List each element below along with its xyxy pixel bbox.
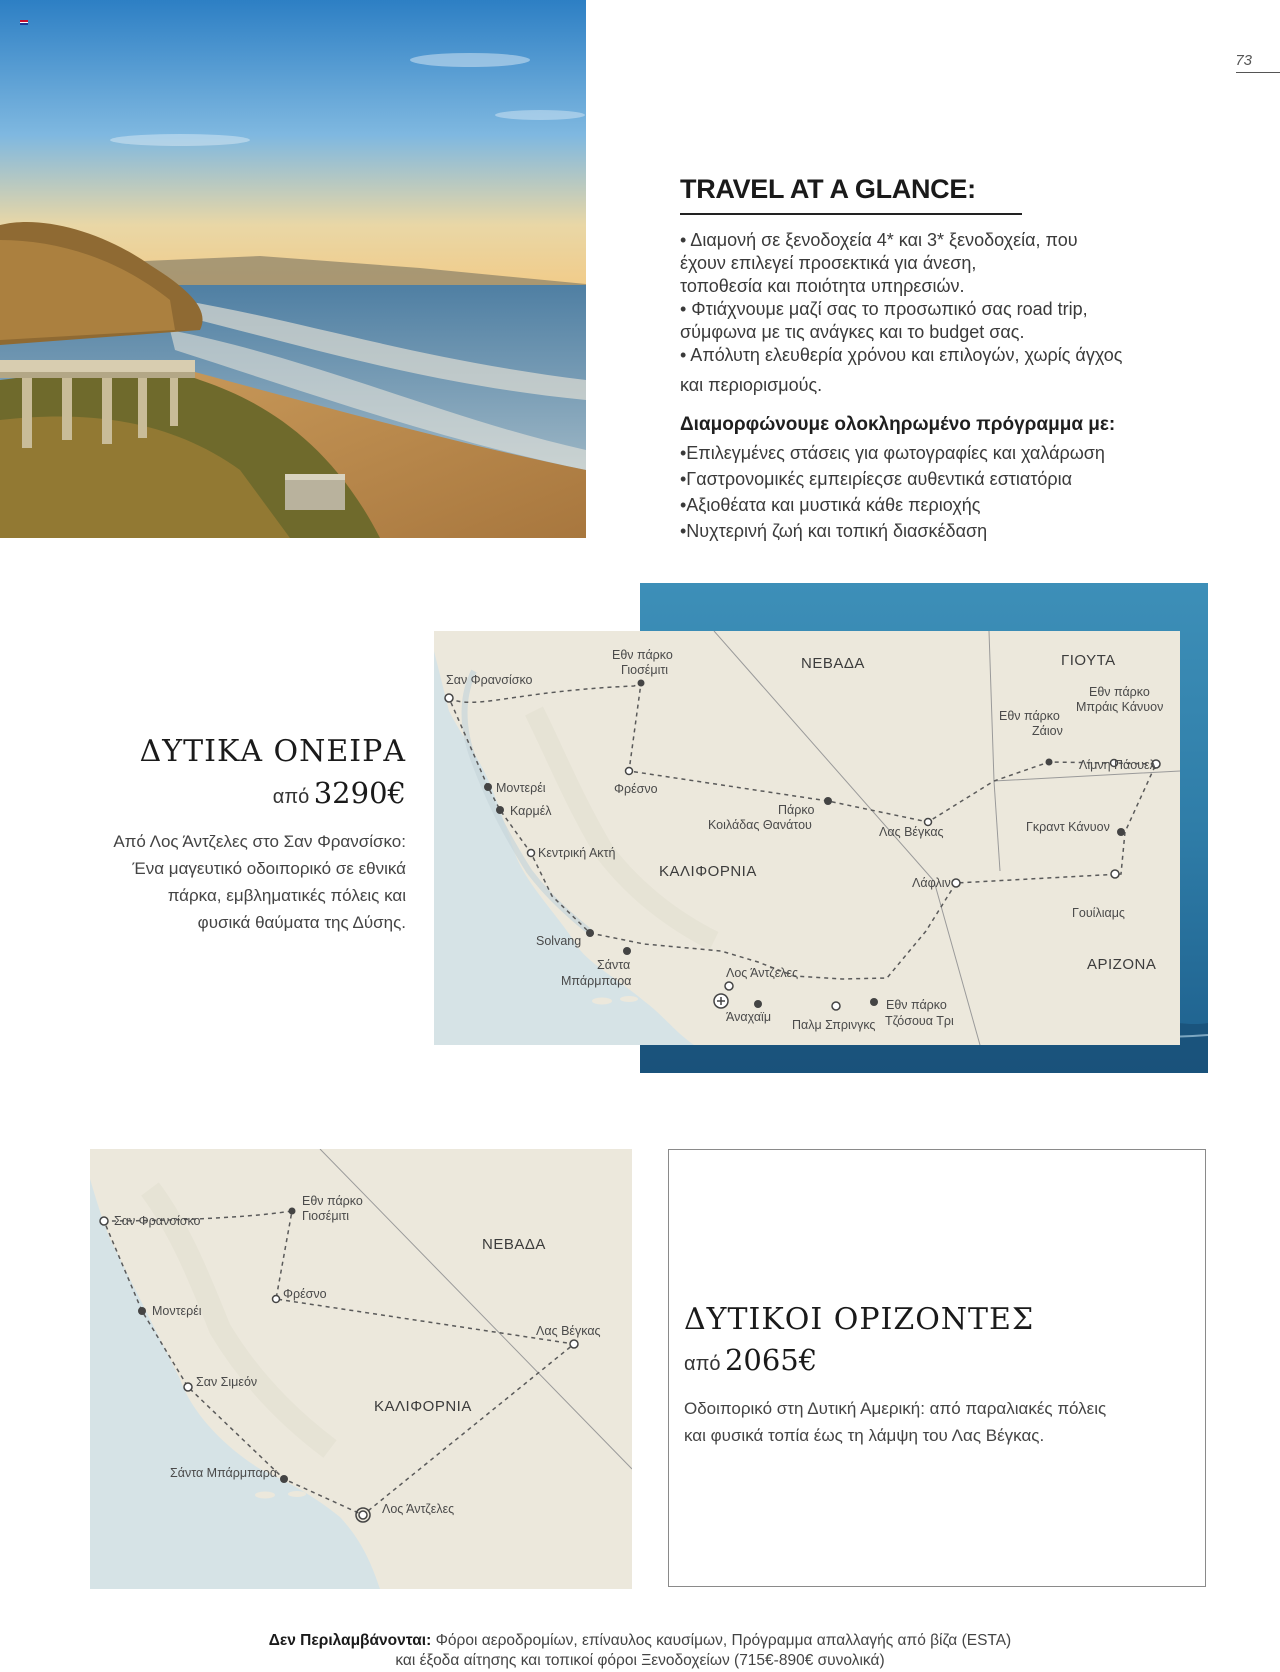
glance-title: TRAVEL AT A GLANCE: [680, 174, 976, 204]
program-item: •Γαστρονομικές εμπειρίεςσε αυθεντικά εστιατόρια [680, 469, 1073, 489]
glance-line: τοποθεσία και ποιότητα υπηρεσιών. [680, 276, 965, 296]
tour1-price-value: 3290€ [313, 776, 406, 810]
tour2-desc-line: και φυσικά τοπία έως τη λάμψη του Λας Βέγκας. [684, 1426, 1045, 1445]
glance-line: και περιορισμούς. [680, 375, 823, 395]
map1-place-label: Κεντρική Ακτή [538, 846, 616, 860]
tour1-desc-line: Από Λος Άντζελες στο Σαν Φρανσίσκο: [113, 832, 406, 851]
tour1-desc-line: φυσικά θαύματα της Δύσης. [197, 913, 406, 932]
glance-line: σύμφωνα με τις ανάγκες και το budget σας. [680, 322, 1025, 342]
tour1-title: ΔΥΤΙΚΑ ΟΝΕΙΡΑ [139, 734, 406, 769]
map1-state-label: ΚΑΛΙΦΟΡΝΙΑ [659, 863, 757, 880]
map2-place-label: Λας Βέγκας [536, 1324, 601, 1338]
map2-place-label: Φρέσνο [283, 1287, 327, 1301]
map1-state-label: ΓΙΟΥΤΑ [1061, 652, 1116, 669]
map1-place-label: Άναχαϊμ [726, 1010, 772, 1024]
exclusions-text: Φόροι αεροδρομίων, επίναυλος καυσίμων, Πρόγραμμα απαλλαγής από βίζα (ESTA) [435, 1632, 1012, 1649]
tour2-price-prefix: από [684, 1353, 721, 1375]
map2-state-label: ΚΑΛΙΦΟΡΝΙΑ [374, 1398, 472, 1415]
map1-place-label: Παλμ Σπρινγκς [792, 1018, 876, 1032]
map2-state-label: ΝΕΒΑΔΑ [482, 1236, 546, 1253]
map2-place-label: Σαν Φρανσίσκο [114, 1214, 201, 1228]
program-title: Διαμορφώνουμε ολοκληρωμένο πρόγραμμα με: [680, 414, 1116, 435]
page-number-rule [1236, 72, 1280, 73]
map1-place-label: Μπράις Κάνυον [1076, 700, 1164, 714]
map1-place-label: Μοντερέι [496, 781, 546, 795]
tour1-desc-line: Ένα μαγευτικό οδοιπορικό σε εθνικά [132, 859, 406, 878]
tour2-title: ΔΥΤΙΚΟΙ ΟΡΙΖΟΝΤΕΣ [684, 1302, 1035, 1337]
tour1-desc-line: πάρκα, εμβληματικές πόλεις και [167, 886, 406, 905]
map1-place-label: Τζόσουα Τρι [885, 1014, 954, 1028]
map1-place-label: Γκραντ Κάνυον [1026, 820, 1110, 834]
tour2-price-value: 2065€ [724, 1343, 818, 1377]
map1-state-label: ΑΡΙΖΟΝΑ [1087, 956, 1157, 973]
flag-icon [20, 20, 28, 25]
glance-line: • Απόλυτη ελευθερία χρόνου και επιλογών, χωρίς άγχος [680, 345, 1123, 365]
map1-place-label: Λίμνη Πάουελ [1079, 758, 1156, 772]
tour2-description [684, 1395, 1106, 1449]
map2-place-label: Γιοσέμιτι [302, 1209, 350, 1223]
glance-line: έχουν επιλεγεί προσεκτικά για άνεση, [680, 253, 977, 273]
map1-place-label: Πάρκο [778, 803, 815, 817]
map1-place-label: Μπάρμπαρα [561, 974, 632, 988]
map1-place-label: Λος Άντζελες [726, 966, 799, 980]
map1-place-label: Σάντα [597, 958, 631, 972]
map2-place-label: Λος Άντζελες [382, 1502, 455, 1516]
map2-place-label: Σαν Σιμεόν [196, 1375, 258, 1389]
exclusions-line-1 [0, 1632, 1280, 1650]
tour1-description [113, 828, 406, 936]
map2-place-label: Σάντα Μπάρμπαρα [170, 1466, 278, 1480]
map1-place-label: Ζάιον [1032, 724, 1063, 738]
map1-place-label: Λάφλιν [912, 876, 951, 890]
program-item: •Επιλεγμένες στάσεις για φωτογραφίες και χαλάρωση [680, 443, 1105, 463]
map1-state-label: ΝΕΒΑΔΑ [801, 655, 865, 672]
map2-place-label: Μοντερέι [152, 1304, 202, 1318]
map1-place-label: Εθν πάρκο [612, 648, 673, 662]
route-map-western-dreams [434, 631, 1180, 1045]
map1-place-label: Λας Βέγκας [879, 825, 944, 839]
tour1-price-prefix: από [272, 786, 310, 808]
route-map-western-horizons [90, 1149, 632, 1589]
exclusions-line-2: και έξοδα αίτησης και τοπικοί φόροι Ξενοδοχείων (715€-890€ συνολικά) [395, 1652, 885, 1669]
map1-place-label: Εθν πάρκο [999, 709, 1060, 723]
page-number: 73 [1235, 52, 1252, 69]
glance-line: • Διαμονή σε ξενοδοχεία 4* και 3* ξενοδοχεία, που [680, 230, 1078, 250]
map1-place-label: Εθν πάρκο [886, 998, 947, 1012]
map1-place-label: Κοιλάδας Θανάτου [708, 818, 812, 832]
map1-place-label: Εθν πάρκο [1089, 685, 1150, 699]
glance-rule [680, 213, 1022, 215]
exclusions-label: Δεν Περιλαμβάνονται: [268, 1632, 432, 1649]
map2-place-label: Εθν πάρκο [302, 1194, 363, 1208]
map1-place-label: Καρμέλ [510, 804, 552, 818]
program-item: •Νυχτερινή ζωή και τοπική διασκέδαση [680, 521, 988, 541]
map1-place-label: Solvang [536, 934, 582, 948]
tour2-price [684, 1343, 817, 1377]
map1-place-label: Γουίλιαμς [1072, 906, 1125, 920]
coastal-photo [0, 0, 586, 538]
program-item: •Αξιοθέατα και μυστικά κάθε περιοχής [680, 495, 981, 515]
map1-place-label: Γιοσέμιτι [621, 663, 669, 677]
map1-place-label: Φρέσνο [614, 782, 658, 796]
tour2-desc-line: Οδοιπορικό στη Δυτική Αμερική: από παραλιακές πόλεις [684, 1399, 1107, 1418]
glance-line: • Φτιάχνουμε μαζί σας το προσωπικό σας road trip, [680, 299, 1088, 319]
map1-place-label: Σαν Φρανσίσκο [446, 673, 533, 687]
tour1-price [273, 776, 406, 810]
